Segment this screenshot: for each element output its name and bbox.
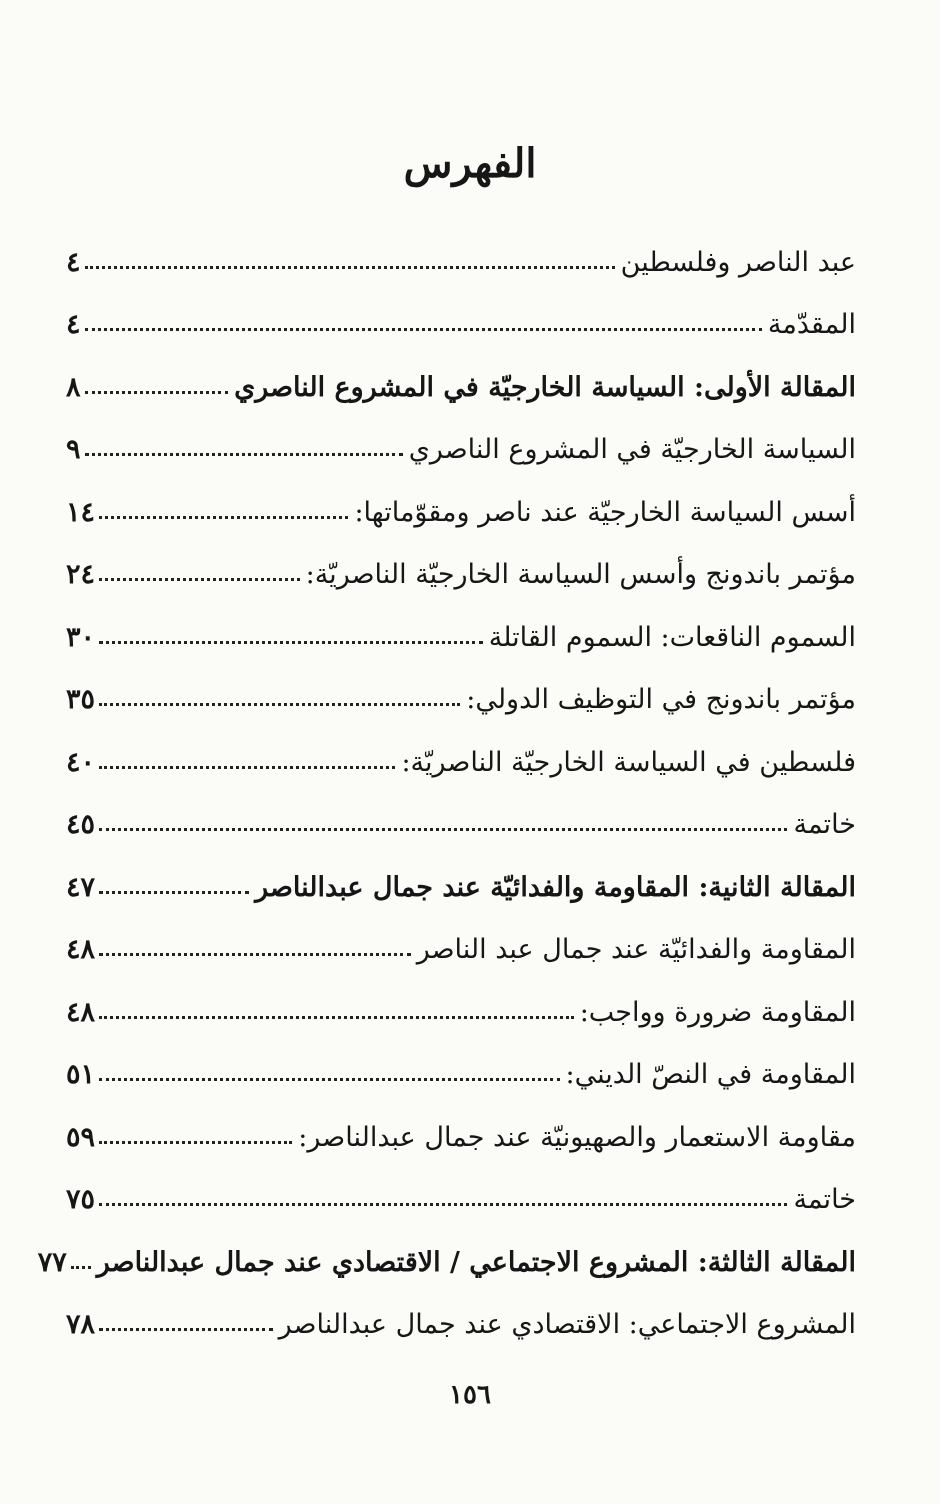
table-of-contents [37, 215, 856, 1340]
dot-leader [99, 1016, 574, 1019]
dot-leader [99, 953, 411, 956]
dot-leader [99, 1141, 292, 1144]
toc-entry-label: فلسطين في السياسة الخارجيّة الناصريّة: [401, 746, 856, 778]
toc-entry [66, 590, 856, 653]
dot-leader [99, 1078, 560, 1081]
toc-entry [66, 340, 856, 403]
toc-entry [37, 1215, 856, 1278]
dot-leader [99, 703, 460, 706]
toc-entry-label: عبد الناصر وفلسطين [620, 246, 856, 278]
dot-leader [99, 766, 395, 769]
dot-leader [71, 1266, 91, 1269]
toc-entry [66, 1090, 856, 1153]
toc-entry [66, 528, 856, 591]
toc-entry-page: ٨ [66, 371, 81, 403]
toc-entry-page: ٤٨ [66, 934, 96, 965]
toc-entry [66, 715, 856, 778]
toc-entry-page: ٤٧ [66, 871, 96, 903]
toc-entry-label: المقاومة في النصّ الديني: [565, 1059, 856, 1090]
dot-leader [85, 391, 229, 394]
toc-entry-label: مؤتمر باندونج وأسس السياسة الخارجيّة الناصريّة: [305, 559, 856, 590]
toc-entry-page: ٤٠ [66, 746, 96, 778]
toc-entry-label: المقاومة ضرورة وواجب: [579, 996, 856, 1028]
toc-entry [66, 1278, 856, 1341]
toc-entry [66, 965, 856, 1028]
dot-leader [85, 328, 762, 331]
toc-entry-page: ٥٩ [66, 1121, 96, 1153]
page-number: ١٥٦ [449, 1380, 491, 1410]
dot-leader [99, 828, 787, 831]
toc-entry [66, 778, 856, 841]
toc-entry [66, 903, 856, 966]
toc-entry-label: مقاومة الاستعمار والصهيونيّة عند جمال عبدالناصر: [298, 1121, 856, 1153]
toc-entry [66, 1153, 856, 1216]
toc-entry-page: ٧٧ [37, 1246, 67, 1278]
toc-entry-page: ٥١ [66, 1059, 96, 1090]
toc-entry-label: المقالة الثالثة: المشروع الاجتماعي / الاقتصادي عند جمال عبدالناصر [96, 1246, 856, 1278]
toc-entry-page: ٤٨ [66, 996, 96, 1028]
toc-entry-page: ٤ [66, 246, 81, 278]
dot-leader [99, 578, 300, 581]
dot-leader [85, 453, 403, 456]
dot-leader [99, 891, 249, 894]
dot-leader [99, 1328, 273, 1331]
toc-entry [66, 278, 856, 341]
toc-entry-label: مؤتمر باندونج في التوظيف الدولي: [466, 684, 856, 715]
toc-entry [66, 465, 856, 528]
toc-entry [66, 840, 856, 903]
toc-entry-page: ١٤ [66, 496, 96, 528]
toc-entry [66, 1028, 856, 1091]
toc-entry-label: خاتمة [793, 809, 856, 840]
toc-entry-page: ٧٨ [66, 1309, 96, 1340]
toc-entry-page: ٧٥ [66, 1184, 96, 1215]
toc-entry-label: المقاومة والفدائيّة عند جمال عبد الناصر [416, 934, 856, 965]
page-title: الفهرس [403, 140, 537, 187]
toc-entry-label: المقالة الأولى: السياسة الخارجيّة في المشروع الناصري [234, 371, 856, 403]
toc-entry [66, 653, 856, 716]
toc-entry-label: المقدّمة [767, 309, 856, 340]
dot-leader [99, 641, 483, 644]
toc-entry [66, 403, 856, 466]
toc-entry-page: ٢٤ [66, 559, 96, 590]
toc-entry-label: السموم الناقعات: السموم القاتلة [488, 621, 856, 653]
toc-entry-page: ٩ [66, 434, 81, 465]
toc-entry-page: ٤ [66, 309, 81, 340]
toc-entry-label: المقالة الثانية: المقاومة والفدائيّة عند جمال عبدالناصر [255, 871, 856, 903]
toc-entry-label: أسس السياسة الخارجيّة عند ناصر ومقوّماتها: [354, 496, 856, 528]
dot-leader [85, 266, 615, 269]
toc-entry-page: ٤٥ [66, 809, 96, 840]
dot-leader [99, 516, 348, 519]
toc-entry-page: ٣٠ [66, 621, 96, 653]
toc-entry [66, 215, 856, 278]
dot-leader [99, 1203, 787, 1206]
toc-entry-label: المشروع الاجتماعي: الاقتصادي عند جمال عبدالناصر [278, 1309, 856, 1340]
toc-entry-label: السياسة الخارجيّة في المشروع الناصري [408, 434, 856, 465]
toc-entry-label: خاتمة [793, 1184, 856, 1215]
toc-entry-page: ٣٥ [66, 684, 96, 715]
